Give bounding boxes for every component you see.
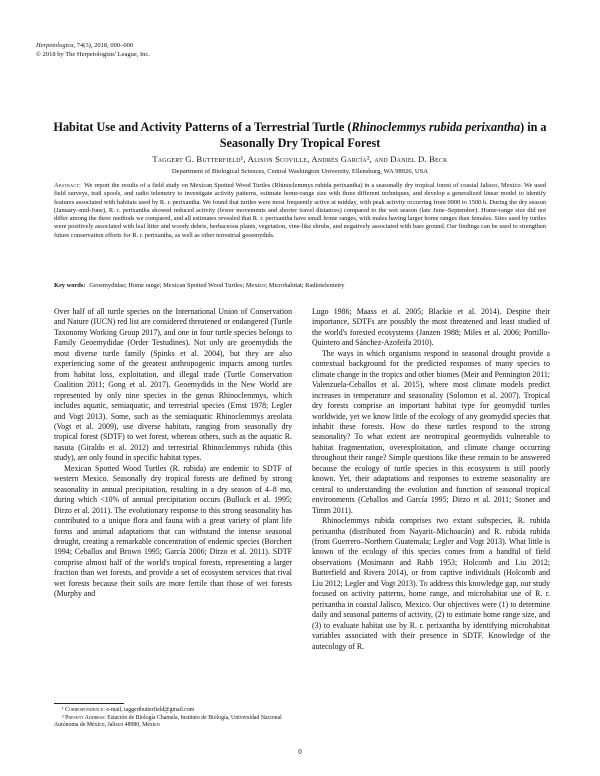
journal-name: Herpetologica bbox=[36, 42, 74, 49]
footnote-divider bbox=[54, 703, 124, 704]
article-title bbox=[40, 120, 560, 151]
footnote-text: Estación de Biología Chamela, Instituto de Biología, Universidad Nacional Autónoma de México, Jalisco 48980, México bbox=[54, 714, 282, 728]
keywords-text: Geoemydidae; Home range; Mexican Spotted Wood Turtles; Mexico; Microhabitat; Radiotelemetry bbox=[89, 282, 345, 289]
journal-header bbox=[36, 42, 150, 59]
footnote-correspondence bbox=[54, 707, 292, 715]
page-number: 0 bbox=[298, 748, 302, 756]
journal-citation bbox=[36, 42, 150, 51]
body-column-left bbox=[54, 307, 292, 600]
footnotes bbox=[54, 707, 292, 730]
abstract-text: We report the results of a field study on Mexican Spotted Wood Turtles (Rhinoclemmys rubida perixantha) in a seasonally dry tropical forest of coastal Jalisco, Mexico. We used field surveys, trail spools, and radio telemetry to investigate activity patterns, estimate home-range size with three different techniques, and develop a generalized linear model to identify features associated with habitats used by R. r. perixantha. We found that turtles were most frequently active at midday, with peak activity occurring from 0900 to 1500 h. During the dry season (January–mid-June), R. r. perixantha showed reduced activity (fewer movements and shorter travel distances) compared to the wet season (late June–September). Home-range size did not differ among the three methods we compared, and all estimates revealed that R. r. perixantha have small home ranges, with males having larger home ranges than females. Sites used by turtles were positively associated with leaf litter and woody debris, herbaceous plants, vegetation, vine-like shrubs, and negatively associated with bare ground. Our findings can be used to strengthen future conservation efforts for R. r. perixantha, as well as other terrestrial geoemydids. bbox=[54, 182, 546, 239]
body-paragraph: Rhinoclemmys rubida comprises two extant subspecies, R. rubida perixantha (distributed from Nayarit–Michoacán) and R. rubida rubida (from Guerrero–Northern Guatemala; Legler and Vogt 2013). What little is known of the ecology of this species comes from a handful of field observations (Mosimann and Rabb 1953; Holcomb and Liu 2012; Butterfield and Rivera 2014), or from captive individuals (Holcomb and Liu 2012; Legler and Vogt 2013). To address this knowledge gap, our study focused on activity patterns, home range, and microhabitat use of R. r. perixantha in coastal Jalisco, Mexico. Our objectives were (1) to determine daily and seasonal patterns of activity, (2) to estimate home range size, and (3) to evaluate habitat use by R. r. perixantha by identifying microhabitat variables associated with their presence in SDTF. Knowledge of the autecology of R. bbox=[312, 516, 550, 651]
affiliation: Department of Biological Sciences, Central Washington University, Ellensburg, WA 98926, USA bbox=[171, 168, 429, 175]
footnote-label: ² Present Address: bbox=[62, 714, 106, 721]
keywords bbox=[54, 282, 546, 289]
footnote-label: ¹ Correspondence: bbox=[62, 707, 105, 713]
footnote-present-address bbox=[54, 715, 292, 730]
body-paragraph: Mexican Spotted Wood Turtles (R. rubida) are endemic to SDTF of western Mexico. Seasonally dry tropical forests are defined by strong seasonality in annual precipitation, resulting in a dry season of 4–8 mo, during which <10% of annual precipitation occurs (Bullock et al. 1995; Dirzo et al. 2011). The evolutionary response to this strong seasonality has contributed to a unique flora and fauna with a great variety of plant life forms and animal adaptations that can withstand the intense seasonal drought, creating a remarkable concentration of endemic species (Borchert 1994; Ceballos and Brown 1995; García 2006; Dirzo et al. 2011). SDTF comprise almost half of the world's tropical forests, representing a larger fraction than wet forests, and provide a set of ecosystem services that rival wet forests because their soils are more fertile than those of wet forests (Murphy and bbox=[54, 463, 292, 599]
title-species: Rhinoclemmys rubida perixantha bbox=[351, 120, 521, 134]
body-paragraph: Over half of all turtle species on the International Union of Conservation and Nature (IUCN) red list are considered threatened or endangered (Turtle Taxonomy Working Group 2017), and one in four turtle species belongs to Family Geoemydidae (Order Testudines). Not only are geoemydids the most diverse turtle family (Spinks et al. 2004), but they are also experiencing some of the greatest anthropogenic impacts among turtles from habitat loss, exploitation, and illegal trade (Turtle Conservation Coalition 2011; Gong et al. 2017). Geoemydids in the New World are represented by only nine species in the genus Rhinoclemmys, which includes aquatic, semiaquatic, and terrestrial species (Ernst 1978; Legler and Vogt 2013). Some, such as the semiaquatic Rhinoclemmys areolata (Vogt et al. 2009), use diverse habitats, ranging from seasonally dry tropical forest (SDTF) to wet forest, whereas others, such as the aquatic R. nasuta (Giraldo et al. 2012) and terrestrial Rhinoclemmys rubida (this study), are only found in specific habitat types. bbox=[54, 307, 292, 463]
footnote-text: e-mail, taggertbutterfield@gmail.com bbox=[104, 707, 195, 713]
body-column-right bbox=[312, 307, 550, 652]
abstract bbox=[54, 182, 546, 240]
keywords-label: Key words: bbox=[54, 282, 86, 289]
body-paragraph: The ways in which organisms respond to seasonal drought provide a contextual background for the predicted responses of many species to climate change in the tropics and other biomes (Meir and Pennington 2011; Valenzuela-Ceballos et al. 2015), where most climate models predict increases in temperature and seasonality (Solomon et al. 2007). Tropical dry forests comprise an important habitat type for geomydid turtles worldwide, yet we know little of the ecology of any geomydid species that inhabit these forests. How do these turtles respond to the strong seasonality? To what extent are neotropical geoemydids vulnerable to habitat fragmentation, overexploitation, and climate change occurring throughout their range? Simple questions like these remain to be answered because the ecology of turtle species in this ecosystem is still poorly known. Yet, their adaptations and responses to extreme seasonality are central to understanding the evolution and function of seasonal tropical environments (Ceballos and García 1995; Dirzo et al. 2011; Stoner and Timm 2011). bbox=[312, 348, 550, 515]
abstract-label: Abstract: bbox=[54, 182, 82, 189]
journal-volume: , 74(3), 2018, 000–000 bbox=[73, 42, 134, 49]
body-paragraph: Lugo 1986; Maass et al. 2005; Blackie et al. 2014). Despite their importance, SDTFs are possibly the most threatened and least studied of the world's forested ecosystems (Janzen 1988; Miles et al. 2006; Portillo-Quintero and Sánchez-Azofeifa 2010). bbox=[312, 307, 550, 348]
title-part: Habitat Use and Activity Patterns of a Terrestrial Turtle ( bbox=[53, 120, 352, 134]
copyright-line: © 2018 by The Herpetologists' League, Inc. bbox=[36, 50, 150, 58]
author-list: Taggert G. Butterfield¹, Alison Scoville, Andrés García², and Daniel D. Beck bbox=[152, 154, 448, 164]
title-part: ) in a Seasonally Dry Tropical Forest bbox=[219, 120, 547, 150]
